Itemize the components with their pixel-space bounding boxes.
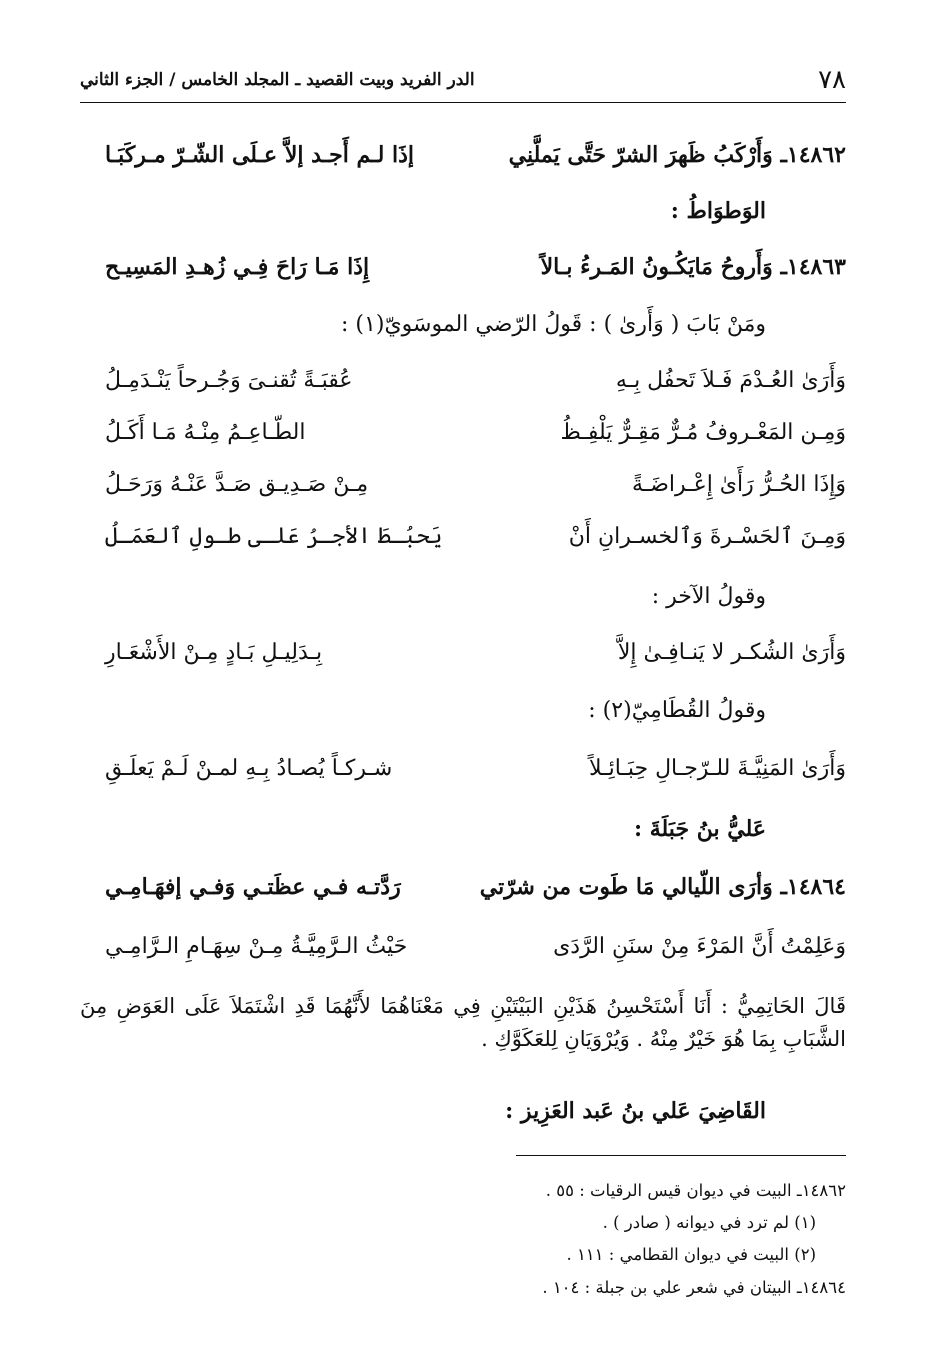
verse-second-hemistich: رَدَّتـه فـي عظَتـي وَفـي إفهَـامِـي <box>105 874 401 900</box>
verse-second-hemistich: يَحبُـطَ الأجـرُ عَلـى طـولِ ٱلعَمَـلُ <box>105 524 443 549</box>
verse-first-hemistich: وَمِـن المَعْـروفُ مُـرٌّ مَقِـرٌّ يَلْفِـظُ <box>560 420 846 445</box>
verse-first-hemistich: وَإِذَا الحُـرُّ رَأَىٰ إِعْـراضَـةً <box>631 472 846 497</box>
verse-first-hemistich: وَأَرَىٰ العُـدْمَ فَـلاَ تَحفُل بِـهِ <box>615 368 846 393</box>
verse-second-hemistich: إذَا لـم أَجـد إلاَّ عـلَى الشّـرّ مـركَبَـا <box>105 142 414 168</box>
verse-first-hemistich: ١٤٨٦٢ـ وَأَرْكَبُ ظَهرَ الشرّ حَتَّى يَملَّنِي <box>508 142 846 168</box>
footnote: ١٤٨٦٢ـ البيت في ديوان قيس الرقيات : ٥٥ . <box>545 1181 846 1200</box>
verse-line <box>105 640 846 666</box>
verse-line <box>105 756 846 782</box>
footnote: ١٤٨٦٤ـ البيتان في شعر علي بن جبلة : ١٠٤ . <box>542 1277 846 1297</box>
page-number: ٧٨ <box>818 65 846 95</box>
verse-first-hemistich: ١٤٨٦٤ـ وَأرَى اللّيالي مَا طَوت من شرّتي <box>479 874 846 900</box>
verse-first-hemistich: وَأَرَىٰ الشُكـر لا يَنـافِـىٰ إِلاَّ <box>617 640 846 665</box>
citation-intro: وقولُ الآخر : <box>651 584 766 609</box>
verse-line <box>105 524 846 550</box>
verse-first-hemistich: ١٤٨٦٣ـ وَأَروحُ مَايَكُـونُ المَـرءُ بـالاً <box>540 254 846 280</box>
citation-intro: وقولُ القُطَامِيّ(٢) : <box>588 698 766 723</box>
poet-heading: عَليُّ بنُ جَبَلَةَ : <box>633 816 766 842</box>
verse-first-hemistich: وَأَرَىٰ المَنِيَّـةَ للـرّجـالِ حِبَـائِـلاً <box>589 756 846 781</box>
verse-14864 <box>105 874 846 900</box>
verse-first-hemistich: وَعَلِمْتُ أَنَّ المَرْءَ مِنْ سنَنِ الرَّدَى <box>553 934 846 959</box>
page-header <box>80 58 846 103</box>
verse-second-hemistich: عُقبَـةً تُقنـىَ وَجُـرحاً يَنْـدَمِـلُ <box>105 368 353 393</box>
footnotes <box>300 1175 846 1304</box>
verse-second-hemistich: بِـدَلِيـلِ بَـادٍ مِـنْ الأَشْعَـارِ <box>105 640 323 665</box>
footnote: (١) لم ترد في ديوانه ( صادر ) . <box>602 1213 816 1233</box>
running-title: الدر الفريد وبيت القصيد ـ المجلد الخامس / الجزء الثاني <box>80 70 475 90</box>
verse-line <box>105 472 846 498</box>
verse-second-hemistich: شـركـاً يُصـادُ بِـهِ لمـنْ لَـمْ يَعلَـقِ <box>105 756 393 781</box>
citation-intro: ومَنْ بَابَ ( وَأَرىٰ ) : قَولُ الرّضي الموسَويّ(١) : <box>341 312 766 337</box>
poet-heading: الوَطوَاطُ : <box>670 198 766 224</box>
verse-14862 <box>105 142 846 168</box>
commentary-paragraph: قَالَ الحَاتِمِيُّ : أَنَا أَسْتَحْسِنُ هَذَيْنِ البَيْتَيْنِ فِي مَعْنَاهُمَا لأَنَّهُمَا قَدِ اشْتَمَلاَ عَلَى العَوَضِ مِنَ الشَّبَابِ بِمَا هُوَ خَيْرٌ مِنْهُ . وَيُرْوَيَانِ لِلعَكَوَّكِ . <box>80 994 846 1051</box>
verse-14863 <box>105 254 846 280</box>
verse-second-hemistich: إِذَا مَـا رَاحَ فِـي زُهـدِ المَسِيـح <box>105 254 370 280</box>
verse-second-hemistich: الطّـاعِـمُ مِنْـهُ مَـا أَكَـلُ <box>105 420 306 445</box>
verse-line <box>105 420 846 446</box>
footnote-divider <box>516 1155 846 1156</box>
verse-line <box>105 368 846 394</box>
verse-first-hemistich: وَمِـنَ ٱلحَسْـرةَ وَٱلخسـرانِ أَنْ <box>568 524 846 549</box>
footnote: (٢) البيت في ديوان القطامي : ١١١ . <box>566 1245 816 1265</box>
verse-second-hemistich: مِـنْ صَـدِيـق صَـدَّ عَنْـهُ وَرَحَـلُ <box>105 472 369 497</box>
poet-heading: القَاضِيَ عَلي بنُ عَبد العَزِيز : <box>505 1098 766 1124</box>
verse-second-hemistich: حَيْثُ الـرَّمِيَّـةُ مِـنْ سِهَـامِ الـرَّامِـي <box>105 934 408 959</box>
verse-line <box>105 934 846 960</box>
